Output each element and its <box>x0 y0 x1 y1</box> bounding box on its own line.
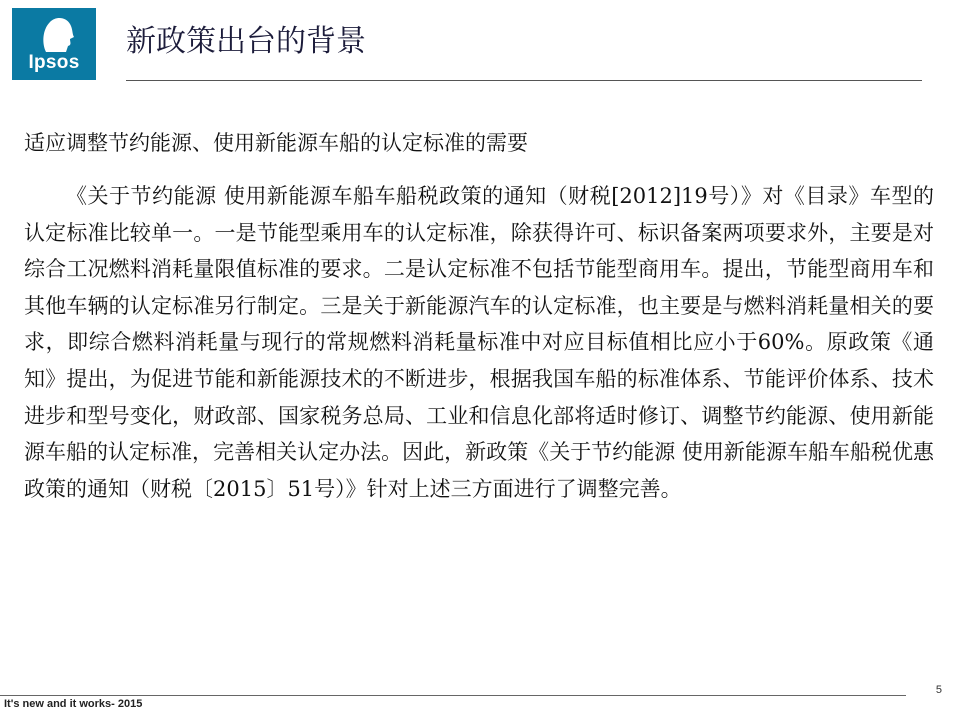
footer-divider <box>0 695 906 696</box>
title-divider <box>126 80 922 81</box>
slide-title: 新政策出台的背景 <box>126 24 366 59</box>
section-heading: 适应调整节约能源、使用新能源车船的认定标准的需要 <box>24 131 528 155</box>
logo-text: Ipsos <box>28 52 80 73</box>
page-number: 5 <box>935 684 942 696</box>
body-paragraph: 《关于节约能源 使用新能源车船车船税政策的通知（财税[2012]19号）》对《目录》车型的认定标准比较单一。一是节能型乘用车的认定标准，除获得许可、标识备案两项要求外，主要是对综合工况燃料消耗量限值标准的要求。二是认定标准不包括节能型商用车。提出，节能型商用车和其他车辆的认定标准另行制定。三是关于新能源汽车的认定标准，也主要是与燃料消耗量相关的要求，即综合燃料消耗量与现行的常规燃料消耗量标准中对应目标值相比应小于60%。原政策《通知》提出，为促进节能和新能源技术的不断进步，根据我国车船的标准体系、节能评价体系、技术进步和型号变化，财政部、国家税务总局、工业和信息化部将适时修订、调整节约能源、使用新能源车船的认定标准，完善相关认定办法。因此，新政策《关于节约能源 使用新能源车船车船税优惠政策的通知（财税〔2015〕51号）》针对上述三方面进行了调整完善。 <box>24 184 934 501</box>
ipsos-logo <box>12 8 96 80</box>
footer-tagline: It's new and it works- 2015 <box>4 698 143 710</box>
